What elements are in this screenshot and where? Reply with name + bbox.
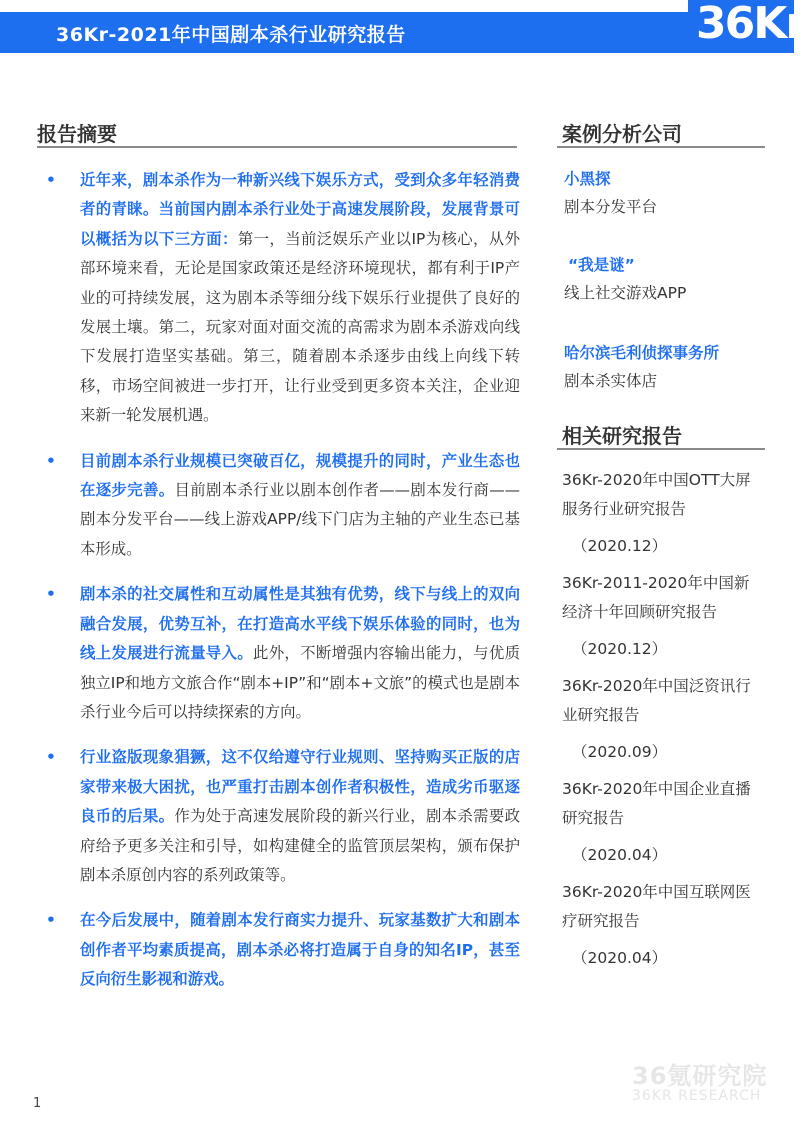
document-title: 36Kr-2021年中国剧本杀行业研究报告 <box>56 24 406 46</box>
summary-heading: 报告摘要 <box>37 122 117 146</box>
report-item-4 <box>562 775 758 870</box>
summary-lead-2: 目前剧本杀行业规模已突破百亿，规模提升的同时，产业生态也在逐步完善。 <box>80 451 520 500</box>
summary-item-4 <box>40 743 520 890</box>
summary-body-1: 第一，当前泛娱乐产业以IP为核心，从外部环境来看，无论是国家政策还是经济环境现状，都有利于IP产业的可持续发展，这为剧本杀等细分线下娱乐行业提供了良好的发展土壤。第二，玩家对面对面交流的高需求为剧本杀游戏向线下发展打造坚实基础。第三，随着剧本杀逐步由线上向线下转移，市场空间被进一步打开，让行业受到更多资本关注，企业迎来新一轮发展机遇。 <box>80 229 520 425</box>
report-item-1 <box>562 466 758 561</box>
report-item-2 <box>562 569 758 664</box>
cases-divider <box>557 146 765 148</box>
report-date-1: （2020.12） <box>572 537 668 555</box>
reports-divider <box>557 448 765 450</box>
summary-item-3 <box>40 580 520 727</box>
report-title-4: 36Kr-2020年中国企业直播研究报告 <box>562 780 751 827</box>
case-desc-1: 剧本分发平台 <box>564 198 658 216</box>
summary-divider <box>37 146 517 148</box>
summary-list <box>40 166 520 1011</box>
report-date-4: （2020.04） <box>572 846 668 864</box>
page-number: 1 <box>33 1096 42 1111</box>
bullet-icon: • <box>46 911 56 930</box>
summary-lead-3: 剧本杀的社交属性和互动属性是其独有优势，线下与线上的双向融合发展，优势互补，在打造高水平线下娱乐体验的同时，也为线上发展进行流量导入。 <box>80 585 520 663</box>
summary-item-2 <box>40 447 520 565</box>
report-date-5: （2020.04） <box>572 949 668 967</box>
watermark-english: 36KR RESEARCH <box>632 1088 762 1104</box>
summary-lead-5: 在今后发展中，随着剧本发行商实力提升、玩家基数扩大和剧本创作者平均素质提高，剧本杀必将打造属于自身的知名IP，甚至反向衍生影视和游戏。 <box>80 911 520 989</box>
case-item-1 <box>564 166 774 222</box>
case-name-1: 小黑探 <box>564 170 611 188</box>
case-item-3 <box>564 340 774 396</box>
bullet-icon: • <box>46 585 56 604</box>
case-name-2: “我是谜” <box>568 256 635 274</box>
watermark-chinese: 36氪研究院 <box>632 1062 768 1090</box>
case-name-3: 哈尔滨毛利侦探事务所 <box>564 344 720 362</box>
summary-body-3: 此外，不断增强内容输出能力，与优质独立IP和地方文旅合作“剧本+IP”和“剧本+文旅”的模式也是剧本杀行业今后可以持续探索的方向。 <box>80 644 520 721</box>
case-desc-2: 线上社交游戏APP <box>564 284 687 302</box>
case-item-2 <box>564 252 774 308</box>
report-item-5 <box>562 878 758 973</box>
summary-lead-4: 行业盗版现象猖獗，这不仅给遵守行业规则、坚持购买正版的店家带来极大困扰，也严重打击剧本创作者积极性，造成劣币驱逐良币的后果。 <box>80 748 520 826</box>
report-date-3: （2020.09） <box>572 743 668 761</box>
case-desc-3: 剧本杀实体店 <box>564 372 658 390</box>
brand-logo: 36Kr <box>696 0 805 49</box>
report-list <box>562 466 758 981</box>
report-date-2: （2020.12） <box>572 640 668 658</box>
summary-lead-1: 近年来，剧本杀作为一种新兴线下娱乐方式，受到众多年轻消费者的青睐。当前国内剧本杀行业处于高速发展阶段，发展背景可以概括为以下三方面： <box>80 171 520 248</box>
bullet-icon: • <box>46 451 56 470</box>
report-title-1: 36Kr-2020年中国OTT大屏服务行业研究报告 <box>562 471 751 518</box>
report-title-3: 36Kr-2020年中国泛资讯行业研究报告 <box>562 677 751 724</box>
summary-item-1 <box>40 166 520 431</box>
bullet-icon: • <box>46 748 56 767</box>
summary-body-2: 目前剧本杀行业以剧本创作者——剧本发行商——剧本分发平台——线上游戏APP/线下门店为主轴的产业生态已基本形成。 <box>80 481 520 558</box>
summary-item-5 <box>40 906 520 994</box>
reports-heading: 相关研究报告 <box>562 424 682 448</box>
report-title-2: 36Kr-2011-2020年中国新经济十年回顾研究报告 <box>562 574 750 621</box>
cases-heading: 案例分析公司 <box>562 122 682 146</box>
report-title-5: 36Kr-2020年中国互联网医疗研究报告 <box>562 883 751 930</box>
report-item-3 <box>562 672 758 767</box>
summary-body-4: 作为处于高速发展阶段的新兴行业，剧本杀需要政府给予更多关注和引导，如构建健全的监管顶层架构，颁布保护剧本杀原创内容的系列政策等。 <box>80 807 520 884</box>
bullet-icon: • <box>46 171 56 189</box>
